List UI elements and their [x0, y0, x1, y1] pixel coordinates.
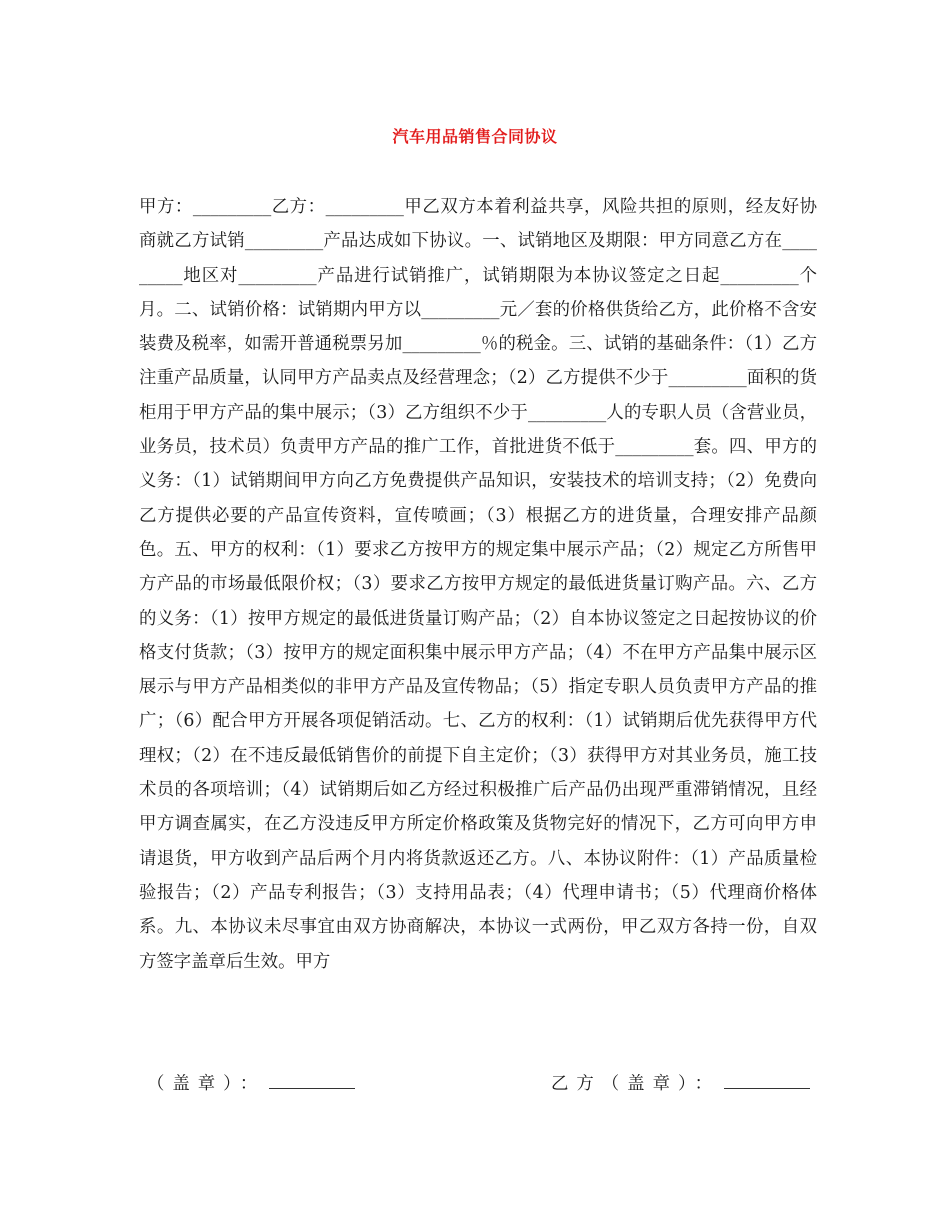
party-b-signature-blank	[724, 1066, 810, 1089]
document-title: 汽车用品销售合同协议	[392, 127, 558, 146]
party-a-signature	[147, 1066, 355, 1101]
party-b-signature-label: 乙方（盖章）：	[551, 1074, 721, 1094]
party-a-signature-blank	[269, 1066, 355, 1089]
party-a-signature-label: （盖章）：	[147, 1074, 266, 1094]
signature-row	[0, 1066, 950, 1100]
party-b-signature	[551, 1066, 810, 1101]
contract-body: 甲方：_________乙方：_________甲乙双方本着利益共享，风险共担的原则，经友好协商就乙方试销_________产品达成如下协议。一、试销地区及期限：甲方同意乙方在_________地区对_________产品进行试销推广，试销期限为本协议签定之日起_________个月。二、试销价格：试销期内甲方以_________元／套的价格供货给乙方，此价格不含安装费及税率，如需开普通税票另加_________％的税金。三、试销的基础条件：（1）乙方注重产品质量，认同甲方产品卖点及经营理念；（2）乙方提供不少于_________面积的货柜用于甲方产品的集中展示；（3）乙方组织不少于_________人的专职人员（含营业员，业务员，技术员）负责甲方产品的推广工作，首批进货不低于_________套。四、甲方的义务：（1）试销期间甲方向乙方免费提供产品知识，安装技术的培训支持；（2）免费向乙方提供必要的产品宣传资料，宣传喷画；（3）根据乙方的进货量，合理安排产品颜色。五、甲方的权利：（1）要求乙方按甲方的规定集中展示产品；（2）规定乙方所售甲方产品的市场最低限价权；（3）要求乙方按甲方规定的最低进货量订购产品。六、乙方的义务：（1）按甲方规定的最低进货量订购产品；（2）自本协议签定之日起按协议的价格支付货款；（3）按甲方的规定面积集中展示甲方产品；（4）不在甲方产品集中展示区展示与甲方产品相类似的非甲方产品及宣传物品；（5）指定专职人员负责甲方产品的推广；（6）配合甲方开展各项促销活动。七、乙方的权利：（1）试销期后优先获得甲方代理权；（2）在不违反最低销售价的前提下自主定价；（3）获得甲方对其业务员，施工技术员的各项培训；（4）试销期后如乙方经过积极推广后产品仍出现严重滞销情况，且经甲方调查属实，在乙方没违反甲方所定价格政策及货物完好的情况下，乙方可向甲方申请退货，甲方收到产品后两个月内将货款返还乙方。八、本协议附件：（1）产品质量检验报告；（2）产品专利报告；（3）支持用品表；（4）代理申请书；（5）代理商价格体系。九、本协议未尽事宜由双方协商解决，本协议一式两份，甲乙双方各持一份，自双方签字盖章后生效。甲方	[139, 197, 817, 972]
